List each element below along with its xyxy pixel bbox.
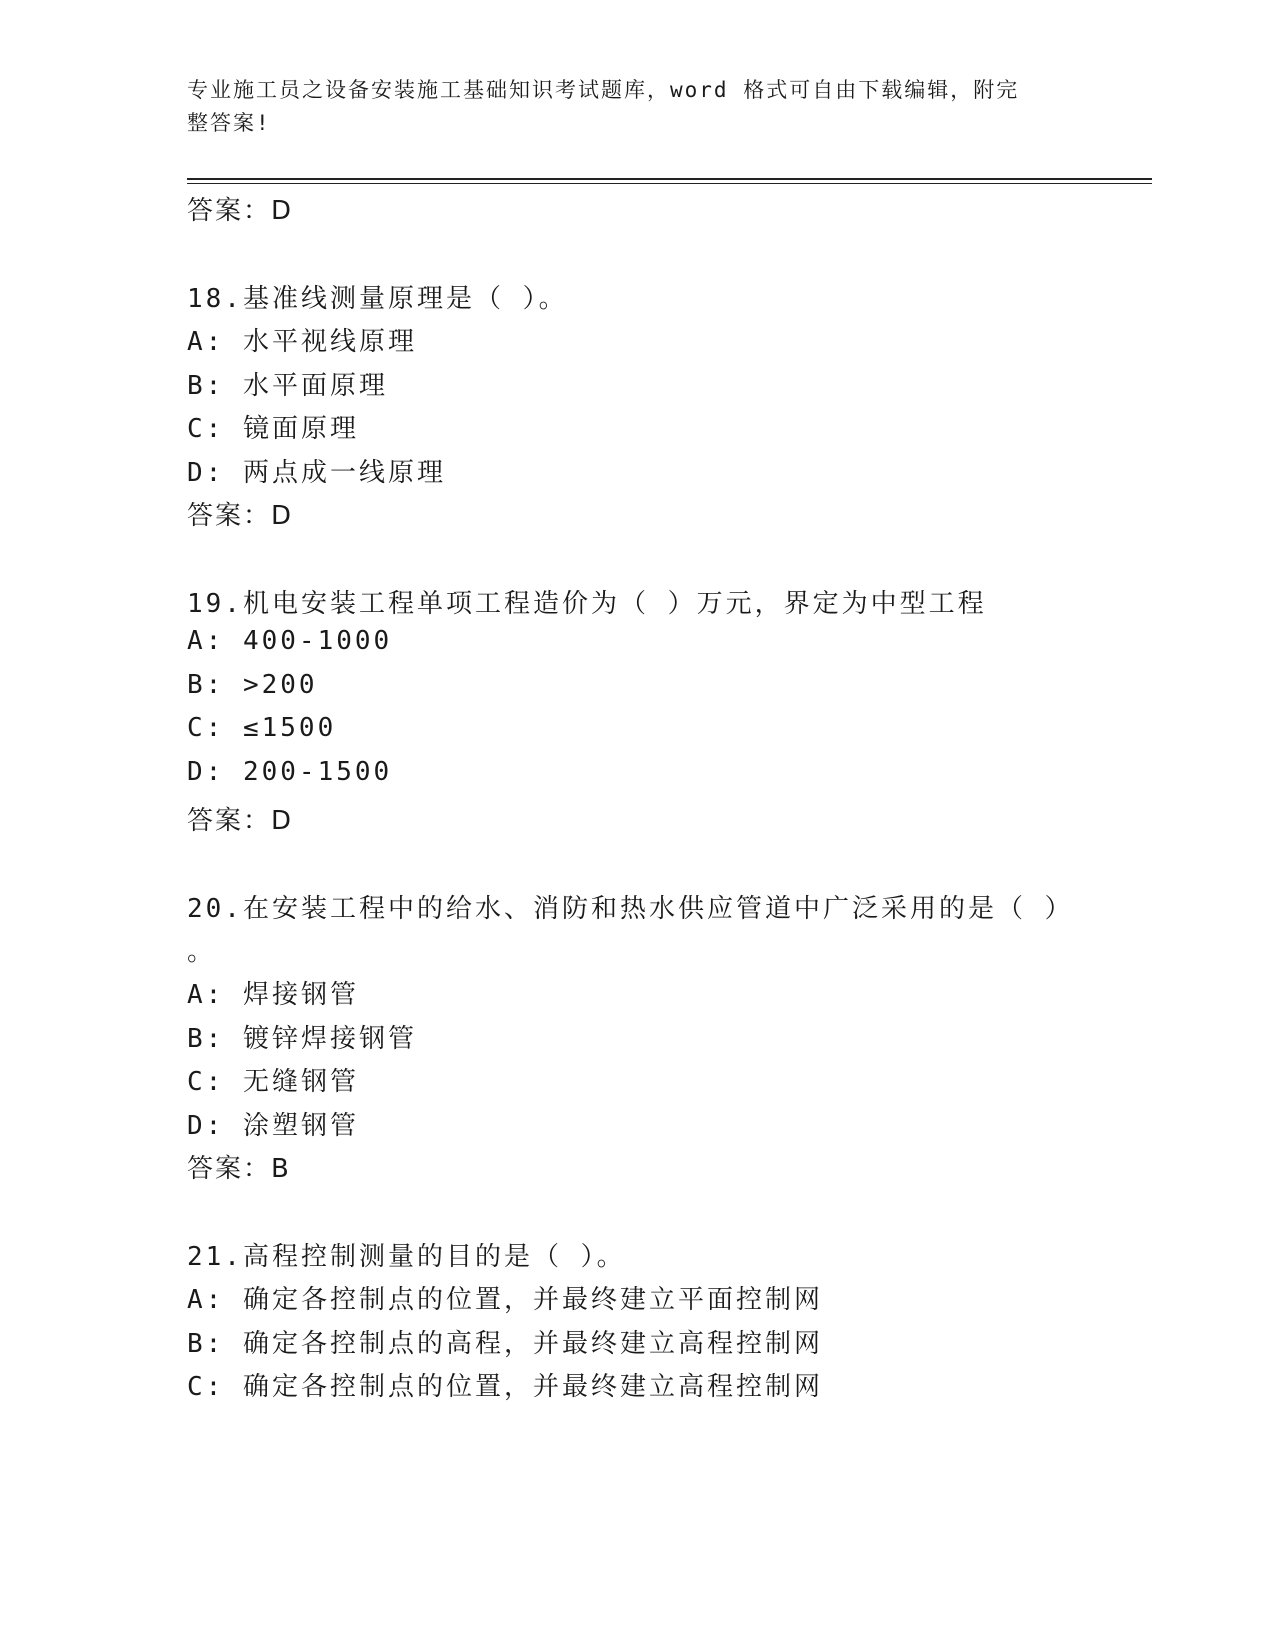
question-19-option-a: A: 400-1000 [187, 626, 393, 656]
question-19-option-c: C: ≤1500 [187, 713, 337, 743]
answer-20: 答案：B [187, 1154, 291, 1184]
question-20-stem-continuation: 。 [187, 937, 217, 967]
question-19-stem: 19.机电安装工程单项工程造价为（ ）万元，界定为中型工程 [187, 589, 987, 619]
question-21-stem: 21.高程控制测量的目的是（ ）。 [187, 1242, 626, 1272]
question-20-option-a: A: 焊接钢管 [187, 980, 359, 1010]
question-21-option-b: B: 确定各控制点的高程，并最终建立高程控制网 [187, 1329, 823, 1359]
question-21-option-c: C: 确定各控制点的位置，并最终建立高程控制网 [187, 1372, 823, 1402]
header-line-1: 专业施工员之设备安装施工基础知识考试题库，word 格式可自由下载编辑，附完 [187, 78, 1020, 102]
header-line-2: 整答案! [187, 111, 271, 135]
answer-17: 答案：D [187, 196, 294, 226]
question-18-stem: 18.基准线测量原理是（ ）。 [187, 284, 568, 314]
question-19-option-b: B: >200 [187, 670, 318, 700]
answer-19: 答案：D [187, 806, 294, 836]
question-18-option-b: B: 水平面原理 [187, 371, 388, 401]
header-divider-thin [187, 183, 1152, 184]
question-21-option-a: A: 确定各控制点的位置，并最终建立平面控制网 [187, 1285, 823, 1315]
question-18-option-d: D: 两点成一线原理 [187, 458, 446, 488]
question-18-option-c: C: 镜面原理 [187, 414, 359, 444]
question-20-option-b: B: 镀锌焊接钢管 [187, 1024, 417, 1054]
question-20-option-c: C: 无缝钢管 [187, 1067, 359, 1097]
question-18-option-a: A: 水平视线原理 [187, 327, 417, 357]
question-20-stem: 20.在安装工程中的给水、消防和热水供应管道中广泛采用的是（ ） [187, 894, 1074, 924]
answer-18: 答案：D [187, 501, 294, 531]
document-header [187, 74, 1087, 140]
header-divider [187, 178, 1152, 180]
question-20-option-d: D: 涂塑钢管 [187, 1111, 359, 1141]
question-19-option-d: D: 200-1500 [187, 757, 393, 787]
